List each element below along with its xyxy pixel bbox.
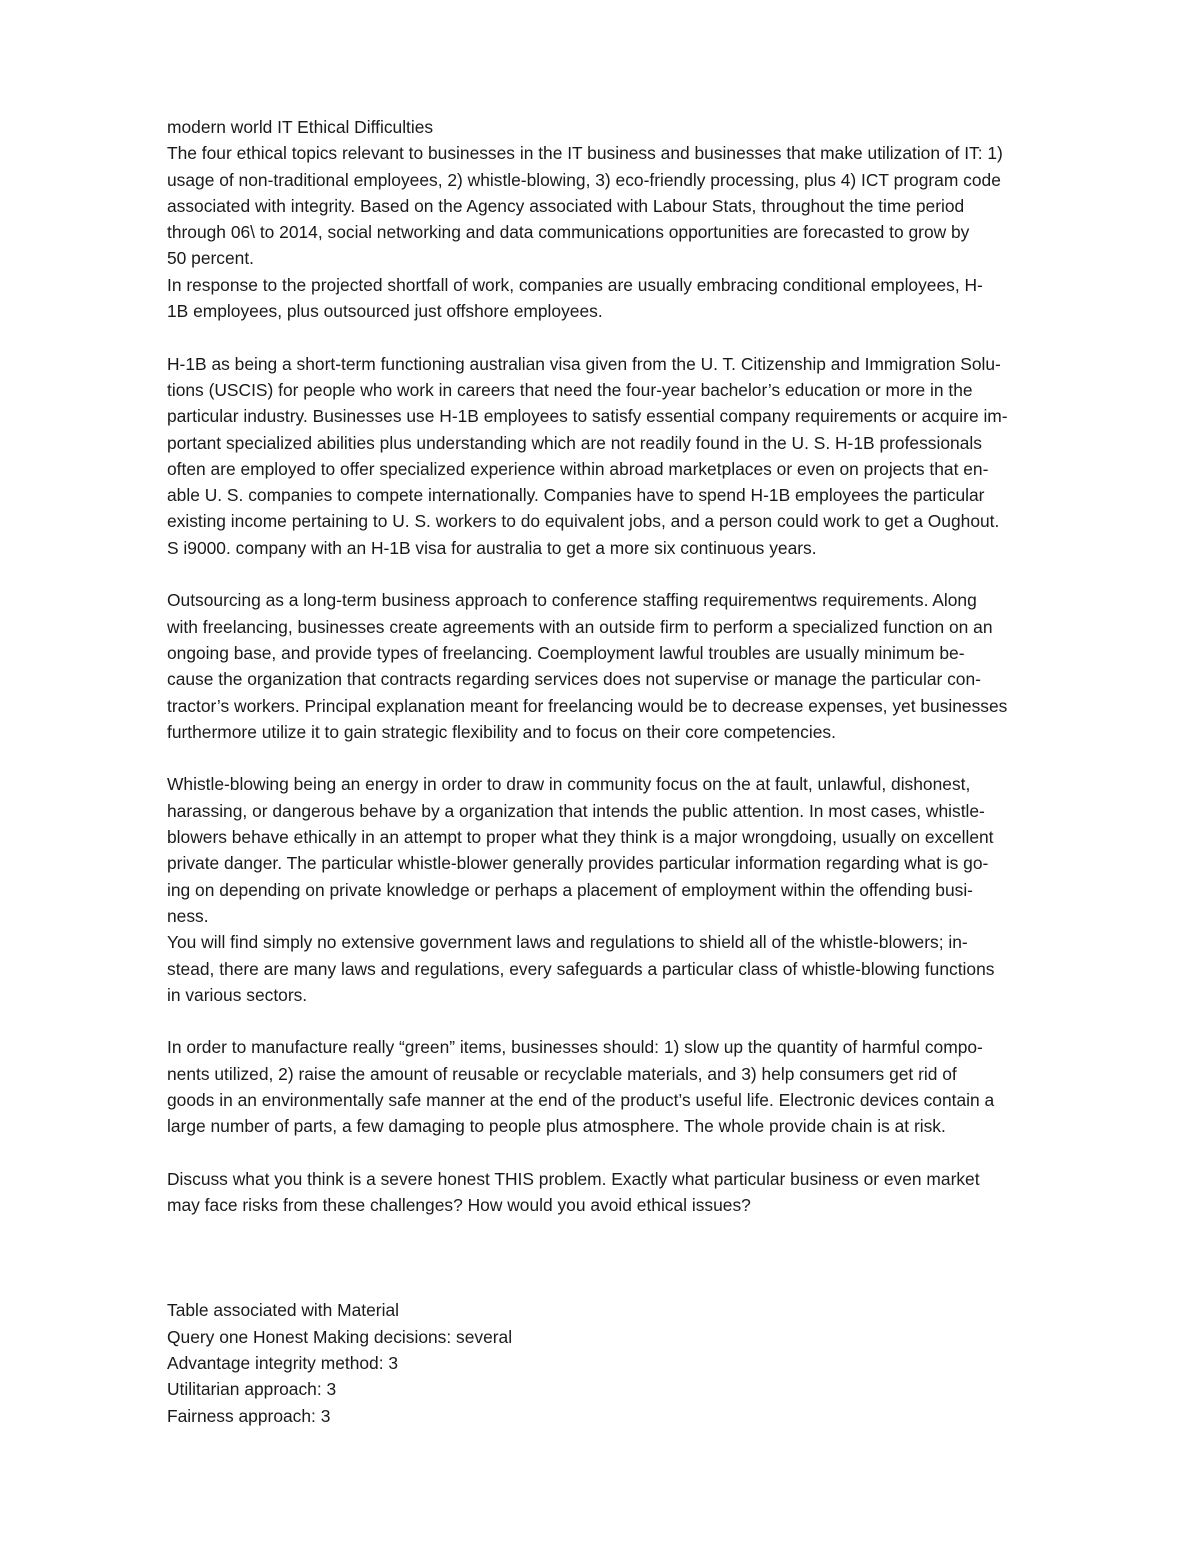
h1b-paragraph (167, 351, 1127, 561)
text-line: usage of non-traditional employees, 2) whistle-blowing, 3) eco-friendly processing, plus 4) ICT program code (167, 169, 1001, 190)
paragraph-gap (167, 1008, 1127, 1034)
text-line: 50 percent. (167, 248, 255, 269)
table-of-contents (167, 1297, 1127, 1428)
toc-heading: Table associated with Material (167, 1300, 399, 1321)
toc-item: Utilitarian approach: 3 (167, 1379, 337, 1400)
paragraph-gap (167, 745, 1127, 771)
document-page (167, 114, 1127, 1429)
text-line: In response to the projected shortfall of work, companies are usually embracing conditional employees, H- (167, 274, 983, 295)
whistle-blowing-paragraph (167, 771, 1127, 1008)
text-line: stead, there are many laws and regulations, every safeguards a particular class of whistle-blowing functions (167, 958, 995, 979)
paragraph-gap (167, 561, 1127, 587)
text-line: tractor’s workers. Principal explanation meant for freelancing would be to decrease expenses, yet businesses (167, 695, 1008, 716)
text-line: associated with integrity. Based on the Agency associated with Labour Stats, throughout the time period (167, 195, 965, 216)
section-gap (167, 1218, 1127, 1297)
text-line: harassing, or dangerous behave by a organization that intends the public attention. In most cases, whistle- (167, 800, 985, 821)
text-line: The four ethical topics relevant to businesses in the IT business and businesses that make utilization of IT: 1) (167, 143, 1003, 164)
text-line: portant specialized abilities plus understanding which are not readily found in the U. S. H-1B professionals (167, 432, 982, 453)
intro-paragraph (167, 140, 1127, 324)
text-line: Outsourcing as a long-term business approach to conference staffing requirementws requirements. Along (167, 590, 977, 611)
text-line: often are employed to offer specialized experience within abroad marketplaces or even on projects that en- (167, 458, 989, 479)
text-line: large number of parts, a few damaging to people plus atmosphere. The whole provide chain is at risk. (167, 1116, 946, 1137)
text-line: Whistle-blowing being an energy in order to draw in community focus on the at fault, unlawful, dishonest, (167, 774, 971, 795)
text-line: nents utilized, 2) raise the amount of reusable or recyclable materials, and 3) help consumers get rid of (167, 1063, 957, 1084)
text-line: In order to manufacture really “green” items, businesses should: 1) slow up the quantity of harmful compo- (167, 1037, 983, 1058)
text-line: in various sectors. (167, 984, 308, 1005)
text-line: particular industry. Businesses use H-1B employees to satisfy essential company requirements or acquire im- (167, 406, 1008, 427)
paragraph-gap (167, 324, 1127, 350)
text-line: ing on depending on private knowledge or perhaps a placement of employment within the offending busi- (167, 879, 973, 900)
toc-item: Query one Honest Making decisions: several (167, 1326, 513, 1347)
paragraph-gap (167, 1140, 1127, 1166)
text-line: ongoing base, and provide types of freelancing. Coemployment lawful troubles are usually minimum be- (167, 642, 965, 663)
text-line: H-1B as being a short-term functioning australian visa given from the U. T. Citizenship and Immigration Solu- (167, 353, 1001, 374)
text-line: may face risks from these challenges? How would you avoid ethical issues? (167, 1195, 751, 1216)
outsourcing-paragraph (167, 587, 1127, 745)
text-line: ness. (167, 905, 209, 926)
text-line: goods in an environmentally safe manner at the end of the product’s useful life. Electronic devices contain a (167, 1089, 995, 1110)
text-line: with freelancing, businesses create agreements with an outside firm to perform a specialized function on an (167, 616, 993, 637)
toc-item: Advantage integrity method: 3 (167, 1352, 399, 1373)
text-line: furthermore utilize it to gain strategic flexibility and to focus on their core competencies. (167, 721, 836, 742)
discussion-paragraph (167, 1166, 1127, 1219)
text-line: existing income pertaining to U. S. workers to do equivalent jobs, and a person could work to get a Oughout. (167, 511, 1000, 532)
green-paragraph (167, 1034, 1127, 1139)
text-line: through 06\ to 2014, social networking and data communications opportunities are forecasted to grow by (167, 222, 970, 243)
text-line: blowers behave ethically in an attempt to proper what they think is a major wrongdoing, usually on excellent (167, 827, 994, 848)
text-line: S i9000. company with an H-1B visa for australia to get a more six continuous years. (167, 537, 817, 558)
document-title: modern world IT Ethical Difficulties (167, 117, 434, 137)
text-line: private danger. The particular whistle-blower generally provides particular information regarding what is go- (167, 853, 989, 874)
text-line: You will find simply no extensive government laws and regulations to shield all of the whistle-blowers; in- (167, 932, 968, 953)
text-line: 1B employees, plus outsourced just offshore employees. (167, 301, 603, 322)
text-line: Discuss what you think is a severe honest THIS problem. Exactly what particular business or even market (167, 1168, 980, 1189)
text-line: tions (USCIS) for people who work in careers that need the four-year bachelor’s education or more in the (167, 379, 973, 400)
text-line: cause the organization that contracts regarding services does not supervise or manage the particular con- (167, 669, 981, 690)
text-line: able U. S. companies to compete internationally. Companies have to spend H-1B employees the particular (167, 485, 985, 506)
toc-item: Fairness approach: 3 (167, 1405, 331, 1426)
